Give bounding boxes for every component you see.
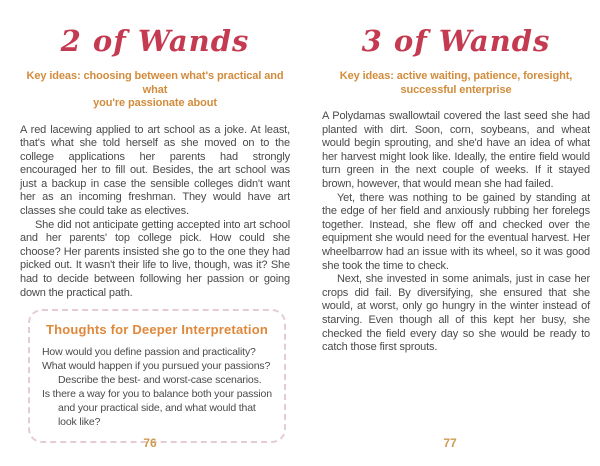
right-page	[300, 0, 600, 466]
story-text	[20, 124, 290, 301]
question-item: How would you define passion and practicality?	[42, 346, 256, 359]
key-ideas	[322, 70, 590, 97]
story-paragraph: Next, she invested in some animals, just in case her crops did fail. By diversifying, she ensured that she would, at worst, only go hungry in the winter instead of starving. Even though all of this kept her busy, she checked the field every day so she would be ready to catch those first sprouts.	[322, 273, 590, 354]
key-ideas-line: successful enterprise	[400, 83, 512, 96]
question-item: What would happen if you pursued your passions? Describe the best- and worst-case scenarios.	[42, 360, 271, 387]
story-paragraph: She did not anticipate getting accepted into art school and her parents' top college pick. How could she choose? Her parents insisted she go to the one they had picked out. It wasn't their life to live, though, was it? She had to decide between following her passion or going down the practical path.	[20, 218, 290, 299]
question-item: Is there a way for you to balance both your passion and your practical side, and what would that look like?	[42, 388, 272, 429]
page-title: 2 of Wands	[60, 24, 250, 58]
story-paragraph: Yet, there was nothing to be gained by standing at the edge of her field and anxiously rubbing her forelegs together. Instead, she flew off and checked over the equipment she would need for the eventual harvest. Her wheelbarrow had an issue with its wheel, so it was good she took the time to check.	[322, 191, 590, 272]
story-paragraph: A Polydamas swallowtail covered the last seed she had planted with dirt. Soon, corn, soybeans, and wheat would begin sprouting, and she'd have an idea of what her harvest might look like. Ideally, the entire field would turn green in the next couple of weeks. If it stayed brown, however, that would mean she had failed.	[322, 110, 590, 190]
story-text	[322, 110, 590, 355]
story-paragraph: A red lacewing applied to art school as a joke. At least, that's what she told herself as she moved on to the college applications her parents had strongly encouraged her to fill out. Besides, the art school was just a backup in case the sensible colleges didn't want her as an incoming freshman. They would have art classes she could take as electives.	[20, 123, 290, 218]
deeper-interpretation-box	[28, 309, 286, 443]
key-ideas-line: Key ideas: choosing between what's practical and what	[26, 70, 284, 96]
page-number: 77	[443, 436, 457, 450]
key-ideas	[20, 70, 290, 111]
box-heading: Thoughts for Deeper Interpretation	[45, 322, 269, 338]
key-ideas-line: you're passionate about	[93, 97, 217, 109]
page-number: 76	[143, 436, 157, 450]
page-title: 3 of Wands	[361, 24, 551, 58]
key-ideas-line: Key ideas: active waiting, patience, foresight,	[339, 70, 573, 82]
